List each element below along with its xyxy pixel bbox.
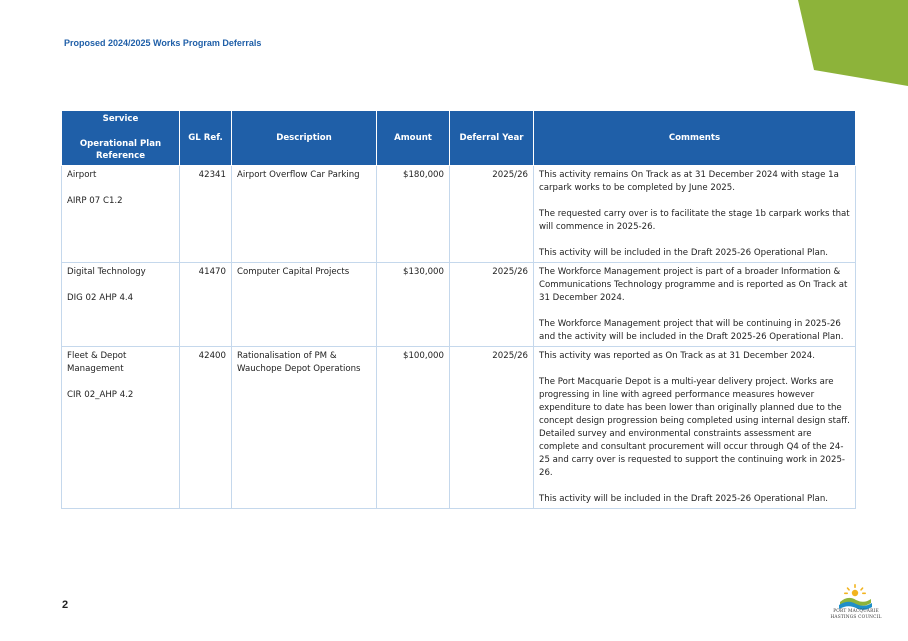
comment-paragraph: The requested carry over is to facilitate the stage 1b carpark works that will commence in 2025-26. — [539, 208, 850, 232]
deferrals-table — [61, 110, 856, 509]
council-logo-icon — [826, 582, 884, 628]
service-cell — [62, 165, 180, 262]
document-title: Proposed 2024/2025 Works Program Deferrals — [64, 38, 262, 48]
table-row — [62, 262, 856, 346]
service-name: Fleet & Depot Management — [67, 350, 127, 374]
deferral-year-cell: 2025/26 — [450, 262, 534, 346]
logo-text-line2: HASTINGS COUNCIL — [830, 615, 882, 620]
service-cell — [62, 346, 180, 508]
column-header-amount: Amount — [377, 111, 450, 166]
gl-ref-cell: 42400 — [180, 346, 232, 508]
column-header-service — [62, 111, 180, 166]
service-name: Digital Technology — [67, 266, 146, 277]
column-header-deferral-year: Deferral Year — [450, 111, 534, 166]
service-reference: CIR 02_AHP 4.2 — [67, 389, 134, 400]
comment-paragraph: This activity remains On Track as at 31 December 2024 with stage 1a carpark works to be completed by June 2025. — [539, 169, 839, 193]
service-name: Airport — [67, 169, 97, 180]
council-logo-text — [824, 609, 888, 621]
service-cell — [62, 262, 180, 346]
service-header-label: Service — [102, 114, 139, 124]
reference-header-label: Operational Plan Reference — [79, 138, 162, 161]
amount-cell: $100,000 — [377, 346, 450, 508]
comments-cell — [534, 346, 856, 508]
description-cell: Airport Overflow Car Parking — [232, 165, 377, 262]
table-row — [62, 165, 856, 262]
service-reference: DIG 02 AHP 4.4 — [67, 292, 134, 303]
comments-cell — [534, 262, 856, 346]
column-header-description: Description — [232, 111, 377, 166]
gl-ref-cell: 42341 — [180, 165, 232, 262]
comments-cell — [534, 165, 856, 262]
gl-ref-cell: 41470 — [180, 262, 232, 346]
comment-paragraph: The Workforce Management project is part of a broader Information & Communications Technology programme and is reported as On Track at 31 December 2024. — [539, 266, 848, 303]
comment-paragraph: This activity will be included in the Draft 2025-26 Operational Plan. — [539, 493, 829, 504]
amount-cell: $130,000 — [377, 262, 450, 346]
deferral-year-cell: 2025/26 — [450, 346, 534, 508]
comment-paragraph: This activity was reported as On Track as at 31 December 2024. — [539, 350, 815, 361]
corner-decoration — [798, 0, 908, 86]
column-header-gl-ref: GL Ref. — [180, 111, 232, 166]
column-header-comments: Comments — [534, 111, 856, 166]
table-row — [62, 346, 856, 508]
amount-cell: $180,000 — [377, 165, 450, 262]
description-cell: Rationalisation of PM & Wauchope Depot Operations — [232, 346, 377, 508]
comment-paragraph: This activity will be included in the Draft 2025-26 Operational Plan. — [539, 247, 829, 258]
description-cell: Computer Capital Projects — [232, 262, 377, 346]
comment-paragraph: The Workforce Management project that will be continuing in 2025-26 and the activity will be included in the Draft 2025-26 Operational Plan. — [539, 318, 844, 342]
comment-paragraph: The Port Macquarie Depot is a multi-year delivery project. Works are progressing in line with agreed performance measures however expenditure to date has been lower than originally planned due to the concept design progression being completed using internal design staff. Detailed survey and environmental constraints assessment are complete and consultant procurement will occur through Q4 of the 24-25 and carry over is requested to support the continuing work in 2025-26. — [539, 376, 850, 478]
table-header-row — [62, 111, 856, 166]
page-number: 2 — [62, 599, 69, 611]
service-reference: AIRP 07 C1.2 — [67, 195, 123, 206]
logo-text-line1: PORT MACQUARIE — [833, 609, 879, 614]
deferral-year-cell: 2025/26 — [450, 165, 534, 262]
